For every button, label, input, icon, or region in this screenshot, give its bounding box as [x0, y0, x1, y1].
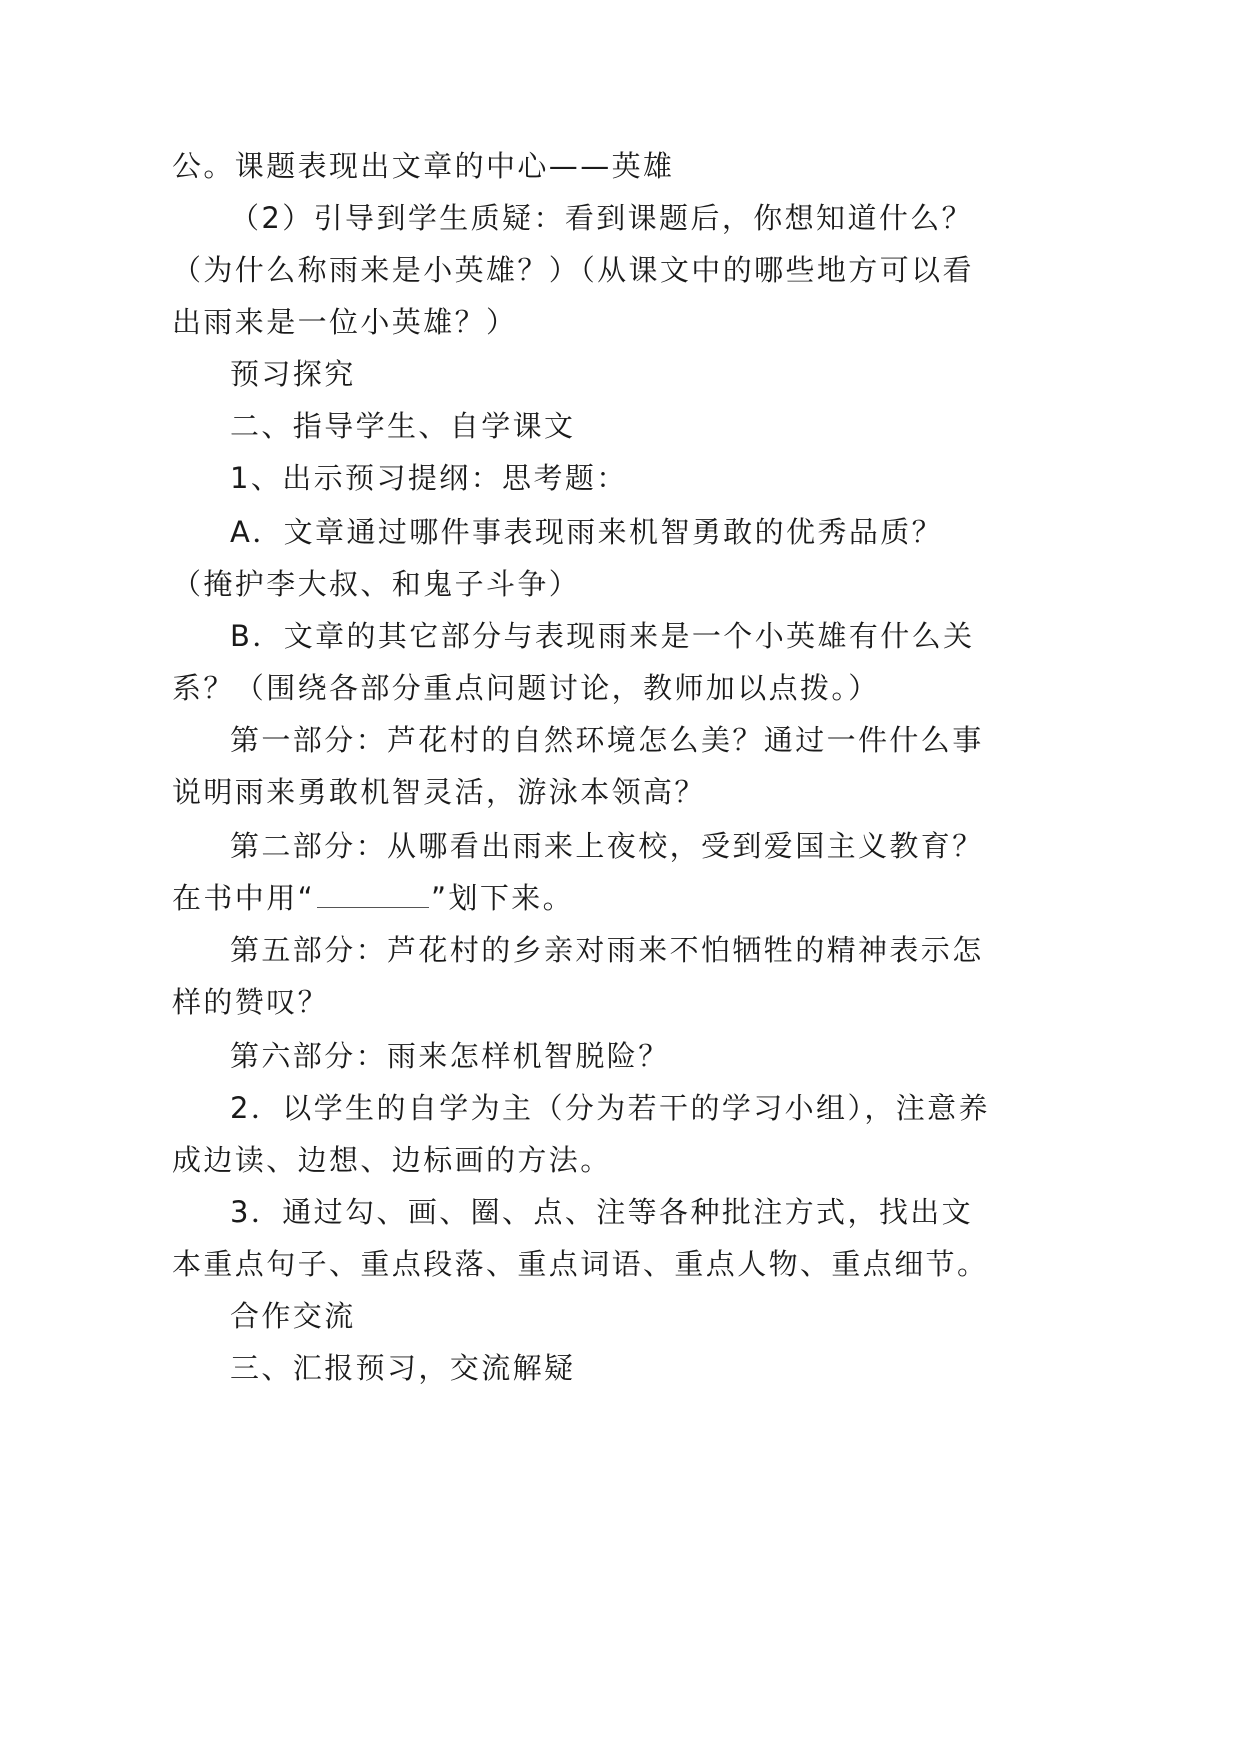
text-line: 本重点句子、重点段落、重点词语、重点人物、重点细节。 — [172, 1247, 989, 1281]
text-line: 三、汇报预习，交流解疑 — [230, 1351, 576, 1385]
text-line: 样的赞叹？ — [172, 985, 330, 1019]
text-fragment: ”划下来。 — [431, 881, 575, 915]
text-line — [172, 878, 574, 918]
text-line: 系？（围绕各部分重点问题讨论，教师加以点拨。） — [172, 671, 880, 705]
text-line: A．文章通过哪件事表现雨来机智勇敢的优秀品质？ — [230, 515, 944, 549]
section-heading: 预习探究 — [230, 357, 356, 391]
text-line: 第一部分：芦花村的自然环境怎么美？通过一件什么事 — [230, 723, 984, 757]
text-line: 1、出示预习提纲：思考题： — [230, 461, 628, 495]
text-line: 2．以学生的自学为主（分为若干的学习小组），注意养 — [230, 1091, 990, 1125]
text-line: （2）引导到学生质疑：看到课题后，你想知道什么？ — [230, 201, 974, 235]
text-line: 说明雨来勇敢机智灵活，游泳本领高？ — [172, 775, 706, 809]
section-heading: 合作交流 — [230, 1299, 356, 1333]
text-line: 二、指导学生、自学课文 — [230, 409, 576, 443]
text-line: （掩护李大叔、和鬼子斗争） — [172, 567, 581, 601]
text-line: （为什么称雨来是小英雄？）（从课文中的哪些地方可以看 — [172, 253, 974, 287]
text-line: 3．通过勾、画、圈、点、注等各种批注方式，找出文 — [230, 1195, 974, 1229]
text-fragment: 在书中用“ — [172, 881, 316, 915]
text-line: 公。课题表现出文章的中心——英雄 — [172, 149, 675, 183]
text-line: 第六部分：雨来怎样机智脱险？ — [230, 1039, 670, 1073]
text-line: 第二部分：从哪看出雨来上夜校，受到爱国主义教育？ — [230, 829, 984, 863]
text-line: 出雨来是一位小英雄？） — [172, 305, 518, 339]
text-line: 第五部分：芦花村的乡亲对雨来不怕牺牲的精神表示怎 — [230, 933, 984, 967]
text-line: 成边读、边想、边标画的方法。 — [172, 1143, 612, 1177]
text-line: B．文章的其它部分与表现雨来是一个小英雄有什么关 — [230, 619, 975, 653]
fill-in-blank — [317, 883, 429, 908]
